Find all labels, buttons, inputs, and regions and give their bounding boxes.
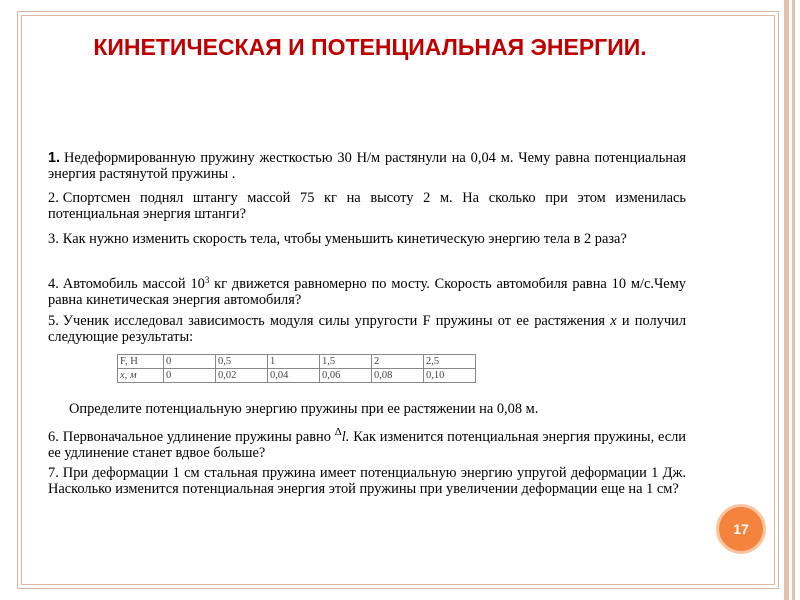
table-cell: 0,04 (268, 369, 320, 383)
decor-stripe-2 (792, 0, 795, 600)
table-cell: 2 (372, 355, 424, 369)
slide-title: КИНЕТИЧЕСКАЯ И ПОТЕНЦИАЛЬНАЯ ЭНЕРГИИ. (93, 34, 647, 60)
problem-6 (48, 424, 686, 461)
problem-number: 4. (48, 276, 59, 292)
problem-number: 2. (48, 190, 59, 206)
page-number-badge: 17 (716, 504, 766, 554)
problem-5 (48, 313, 686, 345)
variable-x: x (610, 313, 617, 329)
problem-text-a: Ученик исследовал зависимость модуля силы упругости F пружины от ее растяжения (62, 313, 611, 329)
problem-3 (48, 231, 686, 247)
problem-text: Недеформированную пружину жесткостью 30 Н/м растянули на 0,04 м. Чему равна потенциальная энергия растянутой пружины . (48, 150, 686, 182)
problem-number: 6. (48, 429, 59, 445)
problem-7 (48, 465, 686, 497)
problem-text-b: кг движется равномерно по мосту. Скорость автомобиля равна 10 м/с.Чему равна кинетическая энергия автомобиля? (48, 276, 686, 308)
table-cell: 0 (164, 355, 216, 369)
table-cell: 0,06 (320, 369, 372, 383)
problem-number: 3. (48, 231, 59, 247)
table-cell: 1 (268, 355, 320, 369)
problem-4 (48, 272, 686, 308)
table-cell: 0 (164, 369, 216, 383)
problem-text-a: Автомобиль массой 10 (62, 276, 205, 292)
problem-text: Определите потенциальную энергию пружины при ее растяжении на 0,08 м. (69, 401, 539, 417)
problem-2 (48, 190, 686, 222)
problem-1 (48, 150, 686, 182)
delta-symbol: Δ (334, 426, 342, 438)
problem-text-b: и получил следующие результаты: (48, 313, 686, 345)
spring-data-table (117, 354, 476, 383)
table-cell: 0,10 (424, 369, 476, 383)
table-cell: x, м (118, 369, 164, 383)
problem-number: 1. (48, 150, 61, 166)
table-cell: F, Н (118, 355, 164, 369)
table-cell: 2,5 (424, 355, 476, 369)
problem-number: 7. (48, 465, 59, 481)
table-cell: 1,5 (320, 355, 372, 369)
table-cell: 0,5 (216, 355, 268, 369)
problem-5-followup (69, 401, 669, 417)
decor-stripe-1 (784, 0, 789, 600)
table-row-force (118, 355, 476, 369)
problem-text-a: Первоначальное удлинение пружины равно (62, 429, 335, 445)
problem-text: Как нужно изменить скорость тела, чтобы уменьшить кинетическую энергию тела в 2 раза? (62, 231, 627, 247)
problem-number: 5. (48, 313, 59, 329)
table-cell: 0,08 (372, 369, 424, 383)
problem-text: Спортсмен поднял штангу массой 75 кг на высоту 2 м. На сколько при этом изменилась потенциальная энергия штанги? (48, 190, 686, 222)
exponent: 3 (204, 275, 210, 285)
variable-l: l. (341, 429, 350, 445)
problem-text: При деформации 1 см стальная пружина имеет потенциальную энергию упругой деформации 1 Дж. Насколько изменится потенциальная энергия этой пружины при увеличении деформации еще на 1 см? (48, 465, 686, 497)
table-row-extension (118, 369, 476, 383)
problem-text-b: Как изменится потенциальная энергия пружины, если ее удлинение станет вдвое больше? (48, 429, 686, 461)
table-cell: 0,02 (216, 369, 268, 383)
